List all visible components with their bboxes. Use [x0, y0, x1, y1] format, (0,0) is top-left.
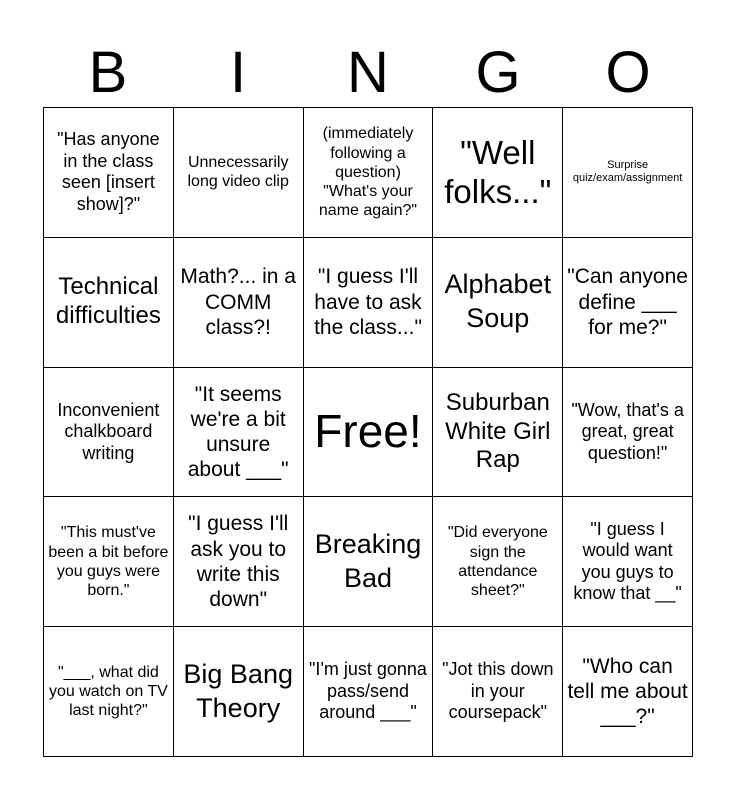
bingo-cell-r3c2[interactable]: [174, 368, 304, 498]
bingo-cell-r2c3[interactable]: [304, 238, 434, 368]
bingo-cell-r1c2[interactable]: [174, 108, 304, 238]
bingo-cell-r2c5[interactable]: [563, 238, 693, 368]
bingo-cell-r5c4[interactable]: [433, 627, 563, 757]
header-letter-i: I: [229, 40, 247, 105]
bingo-cell-r4c4[interactable]: [433, 497, 563, 627]
bingo-grid: [43, 107, 693, 757]
cell-text: "Has anyone in the class seen [insert show]?": [57, 129, 160, 214]
bingo-cell-r2c4[interactable]: [433, 238, 563, 368]
bingo-cell-r5c2[interactable]: [174, 627, 304, 757]
cell-text: "I'm just gonna pass/send around ___": [309, 659, 427, 723]
bingo-cell-r4c5[interactable]: [563, 497, 693, 627]
cell-text: "Wow, that's a great, great question!": [571, 399, 684, 463]
bingo-cell-r1c4[interactable]: [433, 108, 563, 238]
cell-text: "Jot this down in your coursepack": [442, 659, 554, 723]
cell-text: "I guess I'll ask you to write this down": [188, 512, 289, 611]
bingo-cell-r5c1[interactable]: [44, 627, 174, 757]
cell-text: "This must've been a bit before you guys were born.": [48, 524, 169, 599]
bingo-cell-r4c3[interactable]: [304, 497, 434, 627]
bingo-cell-r4c1[interactable]: [44, 497, 174, 627]
bingo-cell-r1c5[interactable]: [563, 108, 693, 238]
cell-text: "___, what did you watch on TV last night?": [48, 663, 168, 720]
cell-text: Alphabet Soup: [444, 269, 552, 334]
cell-text: "I guess I'll have to ask the class...": [314, 265, 422, 339]
header-letter-b: B: [88, 40, 128, 105]
free-space-text: Free!: [314, 405, 422, 458]
cell-text: "It seems we're a bit unsure about ___": [187, 382, 289, 482]
cell-text: "Well folks...": [444, 133, 552, 211]
bingo-cell-r2c2[interactable]: [174, 238, 304, 368]
header-letter-o: O: [605, 40, 651, 105]
cell-text: "Did everyone sign the attendance sheet?": [447, 524, 548, 599]
bingo-cell-r3c5[interactable]: [563, 368, 693, 498]
bingo-cell-r1c3[interactable]: [304, 108, 434, 238]
bingo-cell-r4c2[interactable]: [174, 497, 304, 627]
cell-text: Unnecessarily long video clip: [187, 154, 289, 191]
cell-text: Math?... in a COMM class?!: [180, 265, 296, 339]
cell-text: "I guess I would want you guys to know that __": [573, 518, 682, 604]
header-letter-n: N: [347, 40, 389, 105]
cell-text: Big Bang Theory: [183, 658, 293, 723]
header-letter-g: G: [475, 40, 521, 105]
bingo-header: [43, 40, 693, 106]
bingo-cell-r3c4[interactable]: [433, 368, 563, 498]
cell-text: Suburban White Girl Rap: [445, 388, 551, 474]
cell-text: Technical difficulties: [55, 273, 161, 330]
bingo-cell-r5c3[interactable]: [304, 627, 434, 757]
cell-text: (immediately following a question) "What's your name again?": [318, 125, 418, 220]
cell-text: Inconvenient chalkboard writing: [57, 399, 160, 463]
cell-text: Surprise quiz/exam/assignment: [572, 159, 683, 185]
bingo-cell-r5c5[interactable]: [563, 627, 693, 757]
bingo-cell-r2c1[interactable]: [44, 238, 174, 368]
bingo-cell-r3c1[interactable]: [44, 368, 174, 498]
bingo-cell-r1c1[interactable]: [44, 108, 174, 238]
cell-text: "Can anyone define ___ for me?": [567, 265, 688, 339]
cell-text: Breaking Bad: [314, 529, 422, 593]
cell-text: "Who can tell me about ___?": [567, 654, 688, 729]
bingo-cell-free[interactable]: [304, 368, 434, 498]
